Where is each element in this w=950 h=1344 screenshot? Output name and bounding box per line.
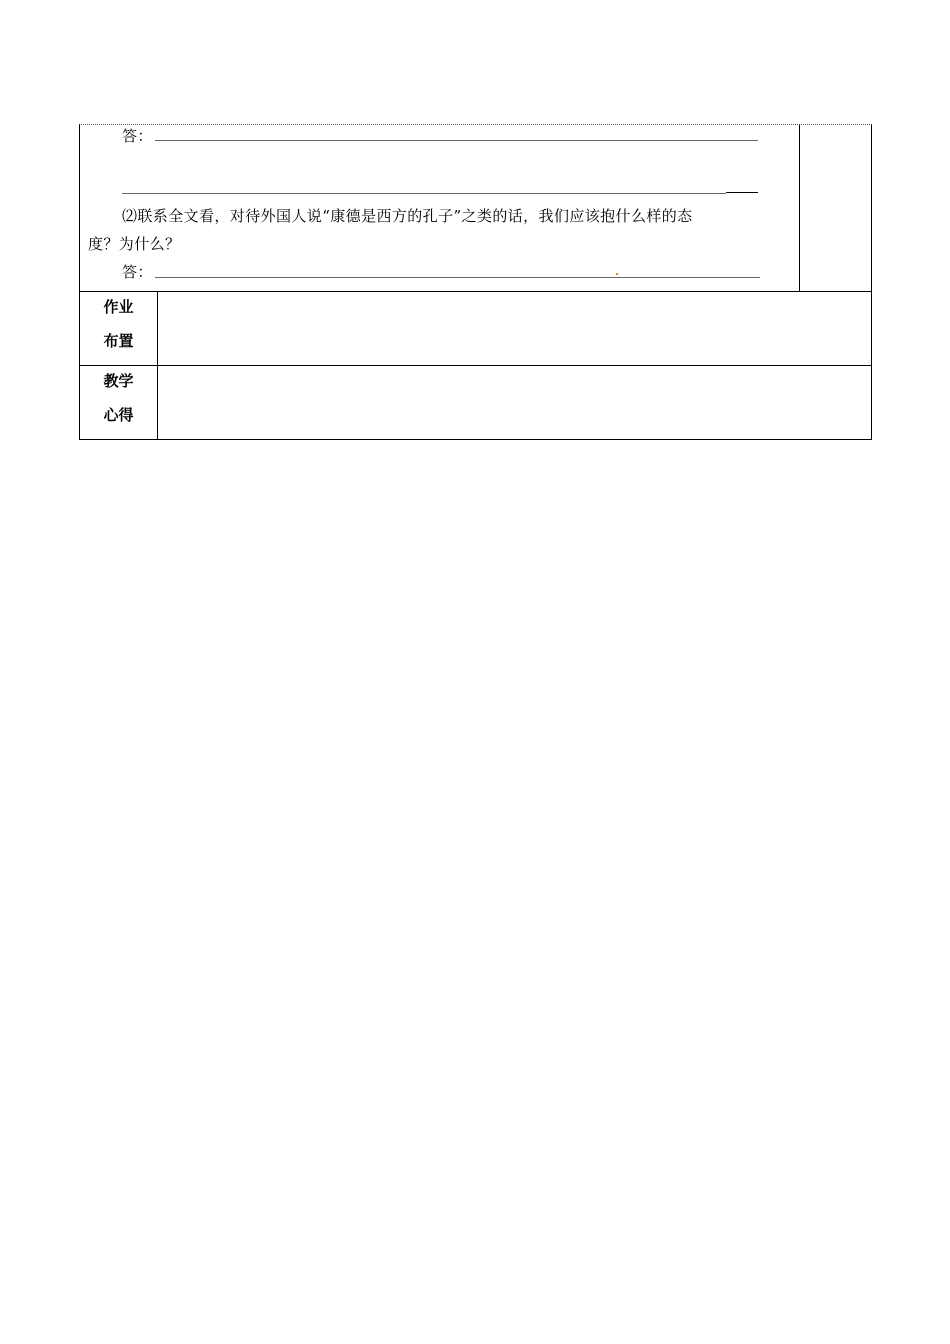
answer2-line[interactable] xyxy=(155,277,760,278)
homework-row xyxy=(79,292,872,366)
question2-prompt-line1: ⑵联系全文看，对待外国人说“康德是西方的孔子”之类的话，我们应该抱什么样的态 xyxy=(122,207,693,225)
reflection-content-cell[interactable] xyxy=(158,366,871,439)
column-divider xyxy=(799,125,800,291)
homework-content-cell[interactable] xyxy=(158,292,871,365)
reflection-label-line1: 教学 xyxy=(103,372,134,390)
answer1-line-2[interactable] xyxy=(122,193,726,194)
reflection-label-cell xyxy=(80,366,158,439)
homework-label-cell xyxy=(80,292,158,365)
answer1-prefix: 答： xyxy=(122,127,153,145)
answer1-line-1[interactable] xyxy=(155,140,758,141)
question2-prompt-line2: 度？为什么？ xyxy=(88,235,181,253)
homework-label-line2: 布置 xyxy=(103,332,134,350)
answer2-prefix: 答： xyxy=(122,263,153,281)
reflection-label-line2: 心得 xyxy=(103,406,134,424)
homework-label-line1: 作业 xyxy=(103,298,134,316)
mark-dot xyxy=(616,273,618,275)
reflection-row xyxy=(79,366,872,440)
answer1-line-2-end xyxy=(726,192,758,193)
